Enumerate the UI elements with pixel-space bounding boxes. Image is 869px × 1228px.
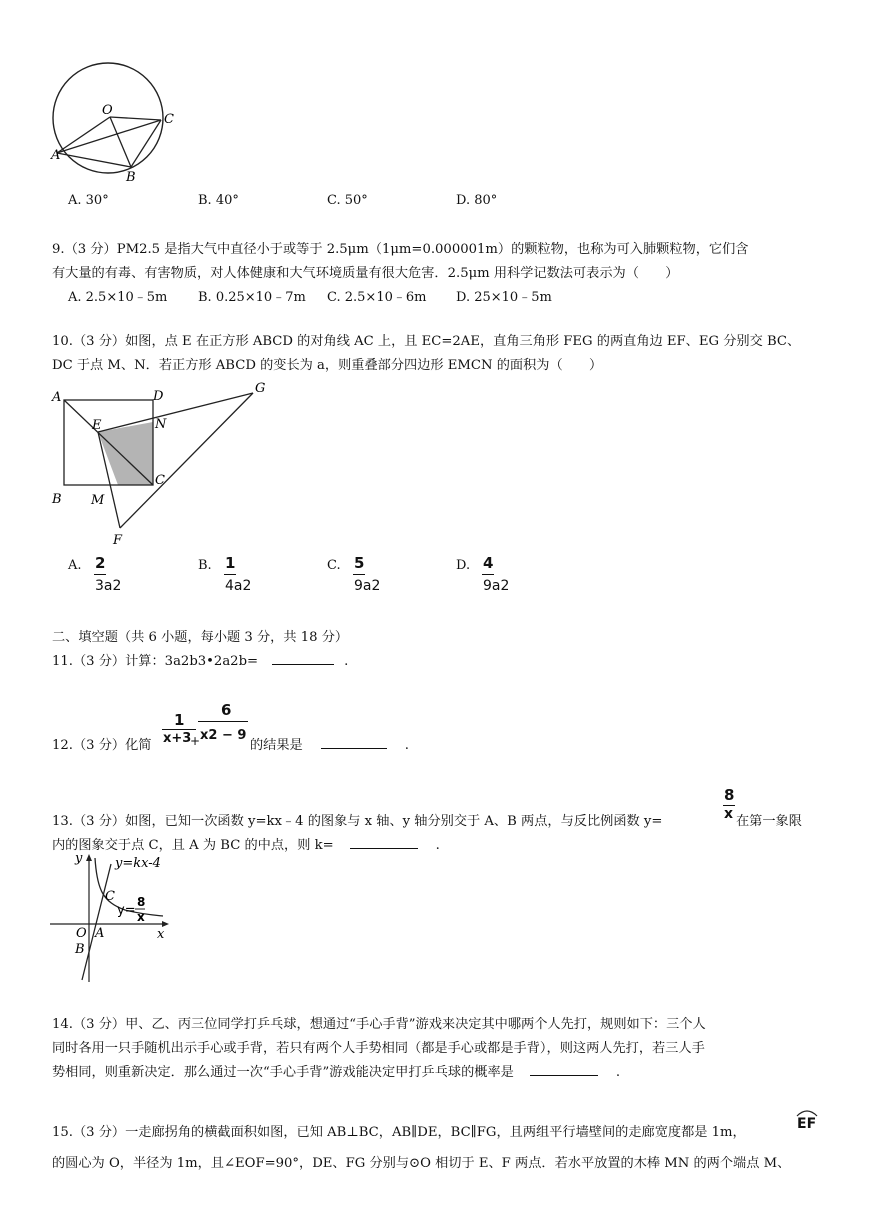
fraction-bar <box>224 574 236 575</box>
q12-denominator-1: x+3 <box>163 731 192 746</box>
q8-option-c: C. 50° <box>327 193 368 208</box>
option-denominator: 9a2 <box>354 578 381 594</box>
q15-line-1: 15.（3 分）一走廊拐角的横截面积如图，已知 AB⊥BC，AB∥DE，BC∥FG，且两组平行墙壁间的走廊宽度都是 1m， <box>52 1125 746 1140</box>
label-m: M <box>91 493 105 508</box>
function-graph-figure <box>45 850 185 985</box>
segment-ab <box>57 153 131 167</box>
q9-option-d: D. 25×10﹣5m <box>456 290 552 305</box>
q12-denominator-2: x2 − 9 <box>200 728 247 743</box>
label-line-eq: y=kx-4 <box>115 856 161 871</box>
answer-blank[interactable] <box>321 736 387 749</box>
label-hyperbola-den: x <box>137 910 145 924</box>
label-a: A <box>95 926 105 941</box>
option-letter: B. <box>198 558 212 573</box>
label-y: y <box>75 851 83 866</box>
q8-option-b: B. 40° <box>198 193 239 208</box>
option-denominator: 3a2 <box>95 578 122 594</box>
segment-oc <box>110 117 161 120</box>
q12-prefix: 12.（3 分）化简 <box>52 738 152 753</box>
q9-line-1: 9.（3 分）PM2.5 是指大气中直径小于或等于 2.5μm（1μm=0.000001m）的颗粒物，也称为可入肺颗粒物，它们含 <box>52 242 749 257</box>
answer-blank[interactable] <box>272 652 334 665</box>
label-x: x <box>157 927 165 942</box>
option-denominator: 9a2 <box>483 578 510 594</box>
leg-eg <box>98 393 253 432</box>
q10-line-1: 10.（3 分）如图，点 E 在正方形 ABCD 的对角线 AC 上，且 EC=2AE，直角三角形 FEG 的两直角边 EF、EG 分别交 BC、 <box>52 334 801 349</box>
fraction-bar <box>353 574 365 575</box>
label-b: B <box>52 492 62 507</box>
answer-blank[interactable] <box>530 1063 598 1076</box>
q10-line-2: DC 于点 M、N．若正方形 ABCD 的变长为 a，则重叠部分四边形 EMCN 的面积为（ ） <box>52 358 603 373</box>
q15-line-2: 的圆心为 O，半径为 1m，且∠EOF=90°，DE、FG 分别与⊙O 相切于 E、F 两点．若水平放置的木棒 MN 的两个端点 M、 <box>52 1156 791 1171</box>
label-e: E <box>92 418 102 433</box>
fraction-bar <box>198 721 248 722</box>
q8-option-d: D. 80° <box>456 193 498 208</box>
q13-frac-numerator: 8 <box>724 786 735 804</box>
q12-end: . <box>404 738 409 753</box>
q11-text: 11.（3 分）计算：3a2b3•2a2b= <box>52 654 259 669</box>
q13-end: . <box>435 838 440 853</box>
q9-option-b: B. 0.25×10﹣7m <box>198 290 306 305</box>
q12-plus: + <box>190 734 201 748</box>
y-axis-arrow <box>86 854 92 861</box>
segment-oa <box>57 117 110 153</box>
label-a: A <box>52 390 62 405</box>
option-letter: C. <box>327 558 341 573</box>
q12-numerator-2: 6 <box>221 701 232 719</box>
label-hyperbola-num: 8 <box>137 895 146 909</box>
fraction-bar <box>94 574 106 575</box>
q14-line-2: 同时各用一只手随机出示手心或手背，若只有两个人手势相同（都是手心或都是手背），则这两人先打，若三人手 <box>52 1041 705 1056</box>
q13-line-1-end: 在第一象限 <box>736 814 802 829</box>
label-c: C <box>155 473 165 488</box>
label-o: O <box>76 926 87 941</box>
label-d: D <box>153 389 164 404</box>
fraction-bar <box>482 574 494 575</box>
q14-line-3 <box>52 1061 620 1080</box>
square-triangle-figure <box>45 378 275 548</box>
label-g: G <box>255 381 266 396</box>
q11-end: . <box>344 654 349 669</box>
segment-ac <box>57 120 161 153</box>
q8-option-a: A. 30° <box>68 193 109 208</box>
label-hyperbola: y= <box>117 903 136 918</box>
label-n: N <box>155 417 167 432</box>
segment-ob <box>110 117 131 167</box>
q14-text-3: 势相同，则重新决定．那么通过一次“手心手背”游戏能决定甲打乒乓球的概率是 <box>52 1065 514 1080</box>
label-b: B <box>75 942 85 957</box>
q9-option-a: A. 2.5×10﹣5m <box>68 290 168 305</box>
q9-line-2: 有大量的有毒、有害物质，对人体健康和大气环境质量有很大危害．2.5μm 用科学记数法可表示为（ ） <box>52 266 679 281</box>
label-a: A <box>51 148 61 163</box>
section-heading: 二、填空题（共 6 小题，每小题 3 分，共 18 分） <box>52 630 349 645</box>
option-numerator: 5 <box>354 554 365 572</box>
label-o: O <box>102 103 113 118</box>
option-letter: A. <box>68 558 82 573</box>
answer-blank[interactable] <box>350 836 418 849</box>
label-b: B <box>126 170 136 185</box>
label-c: C <box>164 112 174 127</box>
q9-option-c: C. 2.5×10﹣6m <box>327 290 427 305</box>
label-f: F <box>113 533 123 548</box>
option-numerator: 1 <box>225 554 236 572</box>
q12-numerator-1: 1 <box>174 711 185 729</box>
option-letter: D. <box>456 558 471 573</box>
fraction-bar <box>162 729 196 730</box>
q11-line <box>52 650 348 669</box>
option-numerator: 2 <box>95 554 106 572</box>
q14-end: . <box>615 1065 621 1080</box>
line-y-kx-4 <box>82 864 111 980</box>
arc-label: EF <box>797 1116 817 1132</box>
label-c: C <box>105 889 115 904</box>
q12-suffix-line <box>250 734 409 753</box>
option-numerator: 4 <box>483 554 494 572</box>
q13-frac-denominator: x <box>724 806 734 822</box>
option-denominator: 4a2 <box>225 578 252 594</box>
q13-line-1: 13.（3 分）如图，已知一次函数 y=kx﹣4 的图象与 x 轴、y 轴分别交于 A、B 两点，与反比例函数 y= <box>52 814 663 829</box>
shaded-quadrilateral-emcn <box>98 422 153 485</box>
q12-suffix: 的结果是 <box>250 738 303 753</box>
q13-text-2: 内的图象交于点 C，且 A 为 BC 的中点，则 k= <box>52 838 334 853</box>
q14-line-1: 14.（3 分）甲、乙、丙三位同学打乒乓球，想通过“手心手背”游戏来决定其中哪两个人先打，规则如下：三个人 <box>52 1017 706 1032</box>
circle-figure <box>45 60 185 185</box>
